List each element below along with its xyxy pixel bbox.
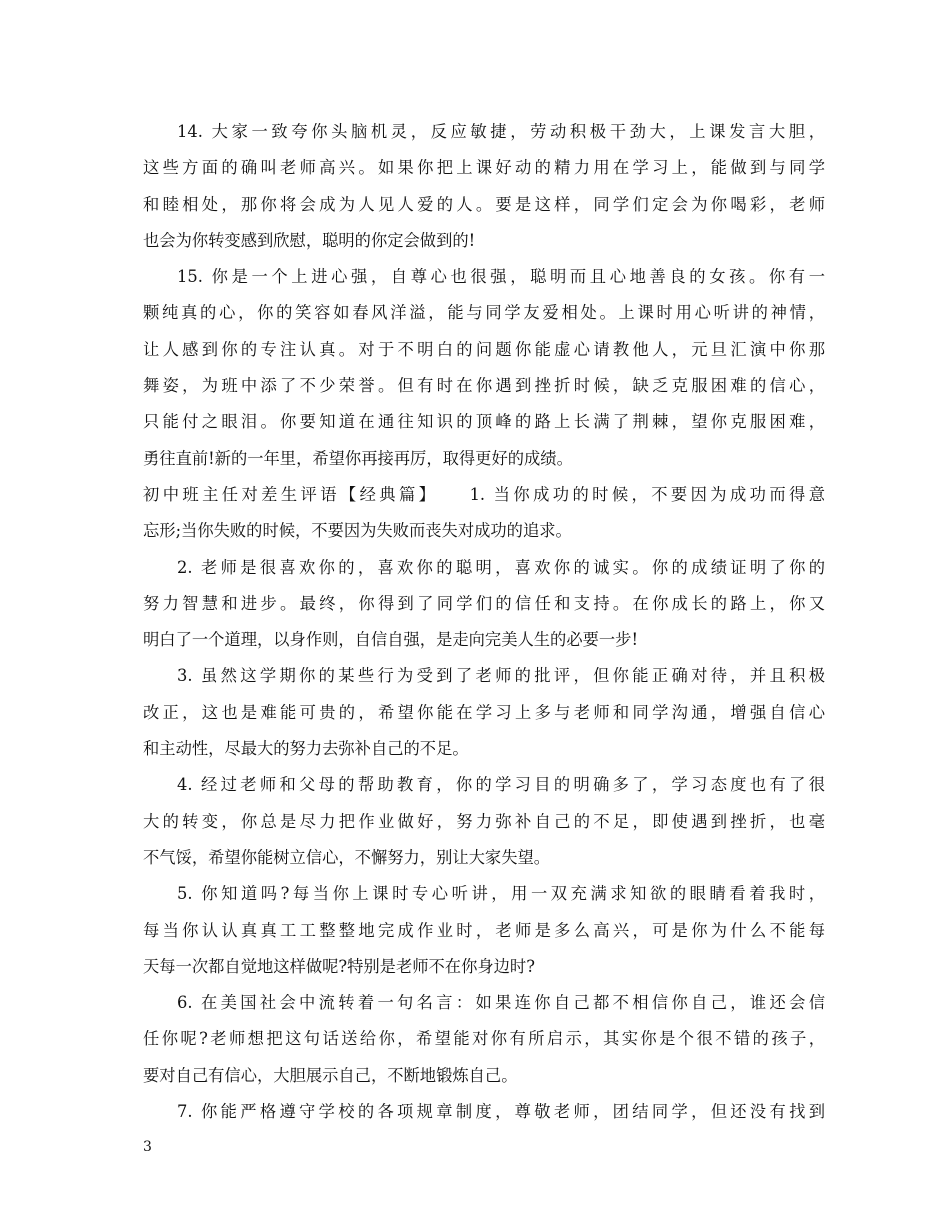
text-line: 天每一次都自觉地这样做呢?特别是老师不在你身边时?	[143, 956, 535, 976]
text-line: 6. 在美国社会中流转着一句名言：如果连你自己都不相信你自己，谁还会信	[177, 993, 825, 1013]
text-line: 要对自己有信心，大胆展示自己，不断地锻炼自己。	[143, 1065, 518, 1085]
text-line: 只能付之眼泪。你要知道在通往知识的顶峰的路上长满了荆棘，望你克服困难，	[143, 412, 825, 432]
text-line: 让人感到你的专注认真。对于不明白的问题你能虚心请教他人，元旦汇演中你那	[143, 339, 825, 359]
text-line: 14. 大家一致夸你头脑机灵，反应敏捷，劳动积极干劲大，上课发言大胆，	[177, 122, 825, 141]
text-line: 明白了一个道理，以身作则，自信自强，是走向完美人生的必要一步!	[143, 630, 638, 650]
text-line: 任你呢?老师想把这句话送给你，希望能对你有所启示，其实你是个很不错的孩子，	[143, 1029, 825, 1049]
text-line: 忘形;当你失败的时候，不要因为失败而丧失对成功的追求。	[143, 521, 572, 541]
text-line: 3. 虽然这学期你的某些行为受到了老师的批评，但你能正确对待，并且积极	[177, 666, 825, 686]
text-line: 努力智慧和进步。最终，你得到了同学们的信任和支持。在你成长的路上，你又	[143, 593, 825, 613]
text-line: 和主动性，尽最大的努力去弥补自己的不足。	[143, 739, 469, 759]
text-line: 7. 你能严格遵守学校的各项规章制度，尊敬老师，团结同学，但还没有找到	[177, 1102, 825, 1122]
text-line: 也会为你转变感到欣慰，聪明的你定会做到的!	[143, 230, 476, 250]
text-line: 4. 经过老师和父母的帮助教育，你的学习目的明确多了，学习态度也有了很	[177, 775, 825, 795]
text-line: 15. 你是一个上进心强，自尊心也很强，聪明而且心地善良的女孩。你有一	[177, 267, 825, 287]
text-line: 5. 你知道吗?每当你上课时专心听讲，用一双充满求知欲的眼睛看着我时，	[177, 884, 825, 904]
text-line: 初中班主任对差生评语【经典篇】 1. 当你成功的时候，不要因为成功而得意	[143, 484, 825, 504]
text-line: 不气馁，希望你能树立信心，不懈努力，别让大家失望。	[143, 847, 551, 867]
text-line: 舞姿，为班中添了不少荣誉。但有时在你遇到挫折时候，缺乏克服困难的信心，	[143, 376, 825, 396]
text-line: 和睦相处，那你将会成为人见人爱的人。要是这样，同学们定会为你喝彩，老师	[143, 194, 825, 214]
page-number: 3	[143, 1139, 152, 1155]
text-line: 改正，这也是难能可贵的，希望你能在学习上多与老师和同学沟通，增强自信心	[143, 702, 825, 722]
document-body	[143, 114, 825, 1130]
text-line: 这些方面的确叫老师高兴。如果你把上课好动的精力用在学习上，能做到与同学	[143, 158, 825, 178]
text-line: 大的转变，你总是尽力把作业做好，努力弥补自己的不足，即使遇到挫折，也毫	[143, 811, 825, 831]
text-line: 2. 老师是很喜欢你的，喜欢你的聪明，喜欢你的诚实。你的成绩证明了你的	[177, 557, 825, 577]
text-line: 勇往直前!新的一年里，希望你再接再厉，取得更好的成绩。	[143, 448, 573, 468]
text-line: 每当你认认真真工工整整地完成作业时，老师是多么高兴，可是你为什么不能每	[143, 920, 825, 940]
text-line: 颗纯真的心，你的笑容如春风洋溢，能与同学友爱相处。上课时用心听讲的神情，	[143, 303, 825, 323]
